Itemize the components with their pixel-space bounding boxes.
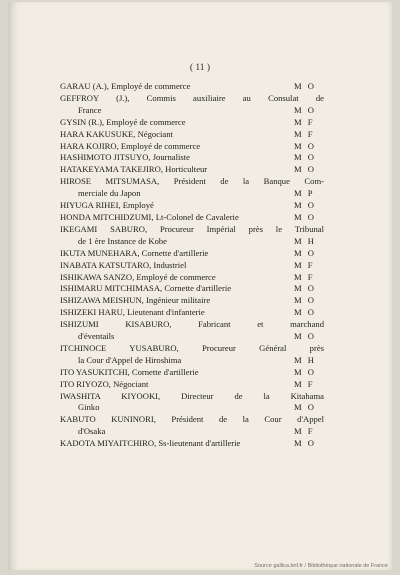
entry-name-line: HONDA MITCHIDZUMI, Lt-Colonel de Cavalerie xyxy=(60,211,239,222)
page-number: ( 11 ) xyxy=(189,63,211,73)
entry-continuation-line: d'éventails xyxy=(78,331,115,342)
member-entry xyxy=(60,176,324,200)
member-entry xyxy=(60,319,324,343)
entry-codes: M F xyxy=(294,271,315,282)
entry-name-line: HIROSE MITSUMASA, Président de la Banque Com- xyxy=(60,176,324,187)
entry-codes: M O xyxy=(294,331,316,342)
entry-name-line: INABATA KATSUTARO, Industriel xyxy=(60,259,187,270)
entry-codes: M H xyxy=(294,354,316,365)
entry-name-line: ISHIZAWA MEISHUN, Ingénieur militaire xyxy=(60,295,211,306)
member-entry xyxy=(60,224,324,248)
member-entry xyxy=(60,141,324,153)
member-entry xyxy=(60,367,324,379)
member-entry xyxy=(60,272,324,284)
entry-codes: M F xyxy=(294,378,315,389)
member-entry xyxy=(60,295,324,307)
entry-name-line: GEFFROY (J.), Commis auxiliaire au Consulat de xyxy=(60,92,324,103)
member-entry xyxy=(60,438,324,450)
entry-codes: M O xyxy=(294,402,316,413)
entry-continuation-line: merciale du Japon xyxy=(78,188,141,199)
entry-name-line: IWASHITA KIYOOKI, Directeur de la Kitahama xyxy=(60,390,324,401)
entry-name-line: HATAKEYAMA TAKEJIRO, Horticulteur xyxy=(60,164,208,175)
member-entry xyxy=(60,283,324,295)
entry-continuation-line: de 1 ère Instance de Kobe xyxy=(78,235,167,246)
member-entry xyxy=(60,93,324,117)
member-entry xyxy=(60,164,324,176)
entry-name-line: GARAU (A.), Employé de commerce xyxy=(60,81,191,91)
member-list xyxy=(60,81,324,450)
entry-name-line: ITO RIYOZO, Négociant xyxy=(60,378,149,389)
entry-name-line: HARA KOJIRO, Employé de commerce xyxy=(60,140,201,151)
entry-codes: M O xyxy=(294,307,316,318)
entry-name-line: ISHIZUMI KISABURO, Fabricant et marchand xyxy=(60,319,324,330)
entry-codes: M O xyxy=(294,211,316,222)
member-entry xyxy=(60,117,324,129)
entry-codes: M O xyxy=(294,104,316,115)
member-entry xyxy=(60,379,324,391)
entry-codes: M O xyxy=(294,81,316,91)
entry-name-line: ISHIKAWA SANZO, Employé de commerce xyxy=(60,271,216,282)
entry-codes: M F xyxy=(294,426,315,437)
entry-name-line: KABUTO KUNINORI, Président de la Cour d'Appel xyxy=(60,414,324,425)
member-entry xyxy=(60,152,324,164)
entry-continuation-line: Ginko xyxy=(78,402,100,413)
entry-name-line: ITCHINOCE YUSABURO, Procureur Général près xyxy=(60,342,324,353)
entry-name-line: KADOTA MIYAITCHIRO, Ss-lieutenant d'artillerie xyxy=(60,438,241,449)
entry-codes: M H xyxy=(294,235,316,246)
entry-codes: M P xyxy=(294,188,315,199)
entry-name-line: HIYUGA RIHEI, Employé xyxy=(60,200,154,211)
entry-name-line: GYSIN (R.), Employé de commerce xyxy=(60,116,186,127)
entry-codes: M O xyxy=(294,283,316,294)
entry-name-line: HASHIMOTO JITSUYO, Journaliste xyxy=(60,152,190,163)
member-entry xyxy=(60,129,324,141)
entry-continuation-line: d'Osaka xyxy=(78,426,106,437)
entry-name-line: ISHIMARU MITCHIMASA, Cornette d'artillerie xyxy=(60,283,232,294)
member-entry xyxy=(60,307,324,319)
member-entry xyxy=(60,212,324,224)
entry-continuation-line: la Cour d'Appel de Hiroshima xyxy=(78,354,182,365)
entry-codes: M F xyxy=(294,259,315,270)
entry-codes: M O xyxy=(294,247,316,258)
source-credit: Source gallica.bnf.fr / Bibliothèque nationale de France xyxy=(254,563,388,569)
entry-name-line: IKEGAMI SABURO, Procureur Impérial près le Tribunal xyxy=(60,223,324,234)
entry-codes: M O xyxy=(294,140,316,151)
entry-codes: M O xyxy=(294,438,316,449)
entry-codes: M O xyxy=(294,366,316,377)
member-entry xyxy=(60,414,324,438)
entry-codes: M O xyxy=(294,200,316,211)
member-entry xyxy=(60,260,324,272)
entry-codes: M F xyxy=(294,116,315,127)
entry-name-line: HARA KAKUSUKE, Négociant xyxy=(60,128,173,139)
member-entry xyxy=(60,200,324,212)
entry-name-line: ITO YASUKITCHI, Cornette d'artillerie xyxy=(60,366,199,377)
entry-name-line: ISHIZEKI HARU, Lieutenant d'infanterie xyxy=(60,307,205,318)
entry-codes: M F xyxy=(294,128,315,139)
entry-continuation-line: France xyxy=(78,104,102,115)
entry-name-line: IKUTA MUNEHARA, Cornette d'artillerie xyxy=(60,247,209,258)
member-entry xyxy=(60,391,324,415)
entry-codes: M O xyxy=(294,164,316,175)
entry-codes: M O xyxy=(294,295,316,306)
entry-codes: M O xyxy=(294,152,316,163)
member-entry xyxy=(60,81,324,93)
member-entry xyxy=(60,343,324,367)
member-entry xyxy=(60,248,324,260)
